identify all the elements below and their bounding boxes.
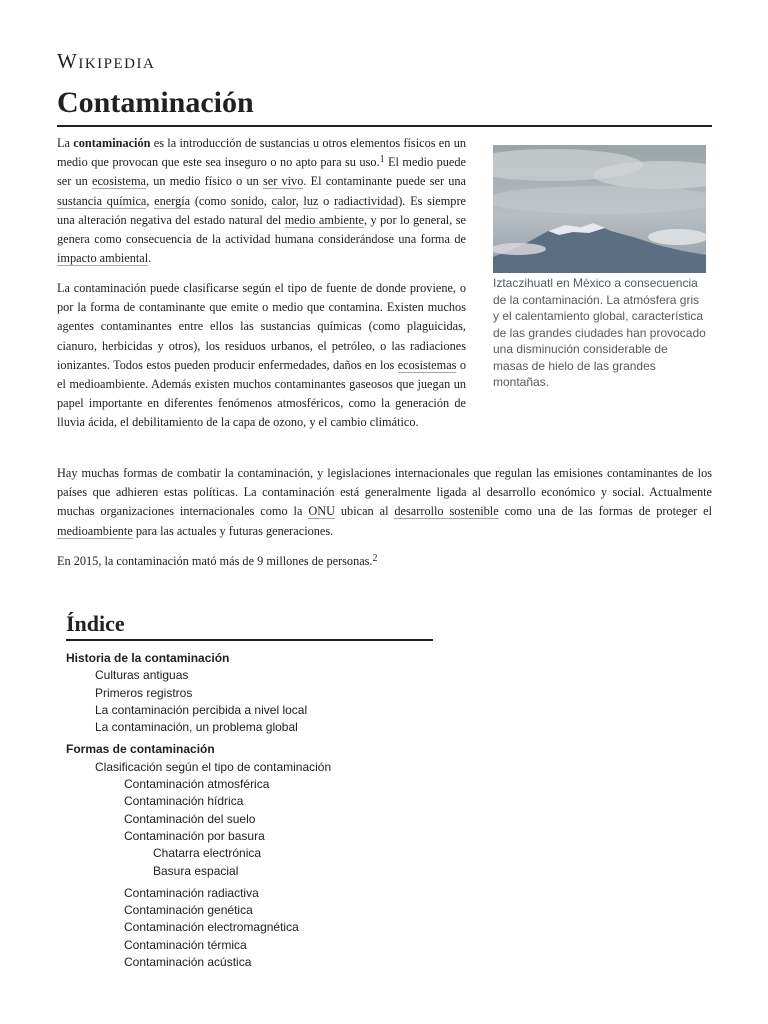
text: (como: [190, 193, 231, 208]
link-energia[interactable]: energía: [154, 193, 191, 208]
link-sonido[interactable]: sonido: [230, 193, 264, 208]
reference-1[interactable]: 1: [379, 154, 385, 166]
toc-item[interactable]: Contaminación hídrica: [124, 794, 244, 809]
thumbnail-figure: [493, 145, 706, 391]
link-medio-ambiente[interactable]: medio ambiente: [284, 212, 364, 227]
toc-item[interactable]: Contaminación acústica: [124, 955, 252, 970]
text: o el medioambiente. Además existen muchos contaminantes gaseosos que juegan un papel importante en diferentes fenómenos atmosféricos, como la generación de lluvia ácida, el debilitamiento de la capa de ozono, y el cambio climático.: [57, 357, 466, 430]
text: ). Es siempre una alteración negativa del estado natural del: [57, 193, 466, 227]
link-ecosistema[interactable]: ecosistema: [92, 174, 146, 189]
link-radiactividad[interactable]: radiactividad: [334, 193, 399, 208]
toc-item[interactable]: Culturas antiguas: [95, 668, 189, 683]
link-onu[interactable]: ONU: [308, 504, 335, 519]
toc-item[interactable]: Contaminación térmica: [124, 937, 247, 952]
toc-item[interactable]: Historia de la contaminación: [66, 651, 230, 665]
text: La contaminación puede clasificarse según el tipo de fuente de donde proviene, o por la forma de contaminante que emite o medio que contamina. Existen muchos agentes contaminantes entre ellos las sustancias químicas (como plaguicidas, cianuro, herbicidas y otros), los residuos urbanos, el petróleo, o las radiaciones ionizantes. Todos estos pueden producir enfermedades, daños en los: [57, 281, 466, 372]
iztaccihuatl-photo[interactable]: [493, 145, 706, 273]
text: .: [148, 251, 152, 266]
toc-item[interactable]: Contaminación del suelo: [124, 811, 256, 826]
text: ,: [146, 193, 155, 208]
toc-item[interactable]: La contaminación percibida a nivel local: [95, 702, 308, 717]
toc-item[interactable]: Clasificación según el tipo de contaminación: [95, 759, 332, 774]
text: para las actuales y futuras generaciones.: [132, 523, 334, 538]
classification-paragraph: [57, 279, 466, 433]
toc-item[interactable]: Chatarra electrónica: [153, 846, 262, 861]
link-ecosistemas[interactable]: ecosistemas: [397, 357, 457, 372]
link-impacto-ambiental[interactable]: impacto ambiental: [57, 251, 149, 266]
text: ubican al: [334, 504, 395, 519]
link-luz[interactable]: luz: [303, 193, 319, 208]
intro-paragraph: [57, 134, 466, 268]
toc-item[interactable]: La contaminación, un problema global: [95, 720, 298, 735]
link-ser-vivo[interactable]: ser vivo: [262, 174, 304, 189]
page-title: Contaminación: [57, 84, 712, 127]
toc-item[interactable]: Contaminación atmosférica: [124, 777, 270, 792]
toc-item[interactable]: Basura espacial: [153, 863, 239, 878]
link-calor[interactable]: calor: [271, 193, 296, 208]
table-of-contents: [66, 610, 433, 971]
toc-item[interactable]: Contaminación genética: [124, 903, 253, 918]
link-desarrollo-sostenible[interactable]: desarrollo sostenible: [394, 504, 499, 519]
text: , un medio físico o un: [145, 174, 263, 189]
text: es la introducción de sustancias u otros elementos físicos en un medio que provocan que este sea inseguro o no apto para su uso.: [57, 136, 467, 170]
combat-paragraph: [57, 464, 712, 541]
bold-term: contaminación: [73, 136, 151, 150]
reference-2[interactable]: 2: [372, 553, 378, 564]
deaths-paragraph: [57, 552, 712, 571]
text: como una de las formas de proteger el: [498, 504, 712, 519]
link-sustancia-quimica[interactable]: sustancia química: [57, 193, 147, 208]
text: , y por lo general, se genera como consecuencia de la actividad humana considerándose una forma de: [57, 212, 466, 247]
text: La: [57, 136, 74, 150]
text: . El contaminante puede ser una: [303, 174, 466, 189]
text: Hay muchas formas de combatir la contaminación, y legislaciones internacionales que regulan las emisiones contaminantes de los países que adhieren estas políticas. La contaminación está generalmente ligada al desarrollo económico y social. Actualmente muchas organizaciones internacionales como la: [57, 466, 712, 519]
toc-item[interactable]: Contaminación radiactiva: [124, 885, 259, 900]
figure-caption: Iztaczihuatl en México a consecuencia de la contaminación. La atmósfera gris y el calentamiento global, característica de las grandes ciudades han provocado una disminución considerable de masas de hielo de las grandes montañas.: [493, 276, 706, 389]
text: o: [318, 193, 335, 208]
toc-title: Índice: [66, 610, 433, 641]
toc-item[interactable]: Formas de contaminación: [66, 742, 215, 757]
toc-item[interactable]: Contaminación electromagnética: [124, 920, 299, 935]
wikipedia-wordmark[interactable]: Wikipedia: [57, 49, 156, 73]
text: El medio puede ser un: [57, 155, 466, 189]
toc-item[interactable]: Contaminación por basura: [124, 828, 265, 843]
link-medioambiente[interactable]: medioambiente: [57, 523, 133, 538]
text: ,: [295, 193, 304, 208]
toc-item[interactable]: Primeros registros: [95, 685, 193, 700]
text: En 2015, la contaminación mató más de 9 millones de personas.: [57, 554, 373, 568]
text: ,: [263, 193, 272, 208]
